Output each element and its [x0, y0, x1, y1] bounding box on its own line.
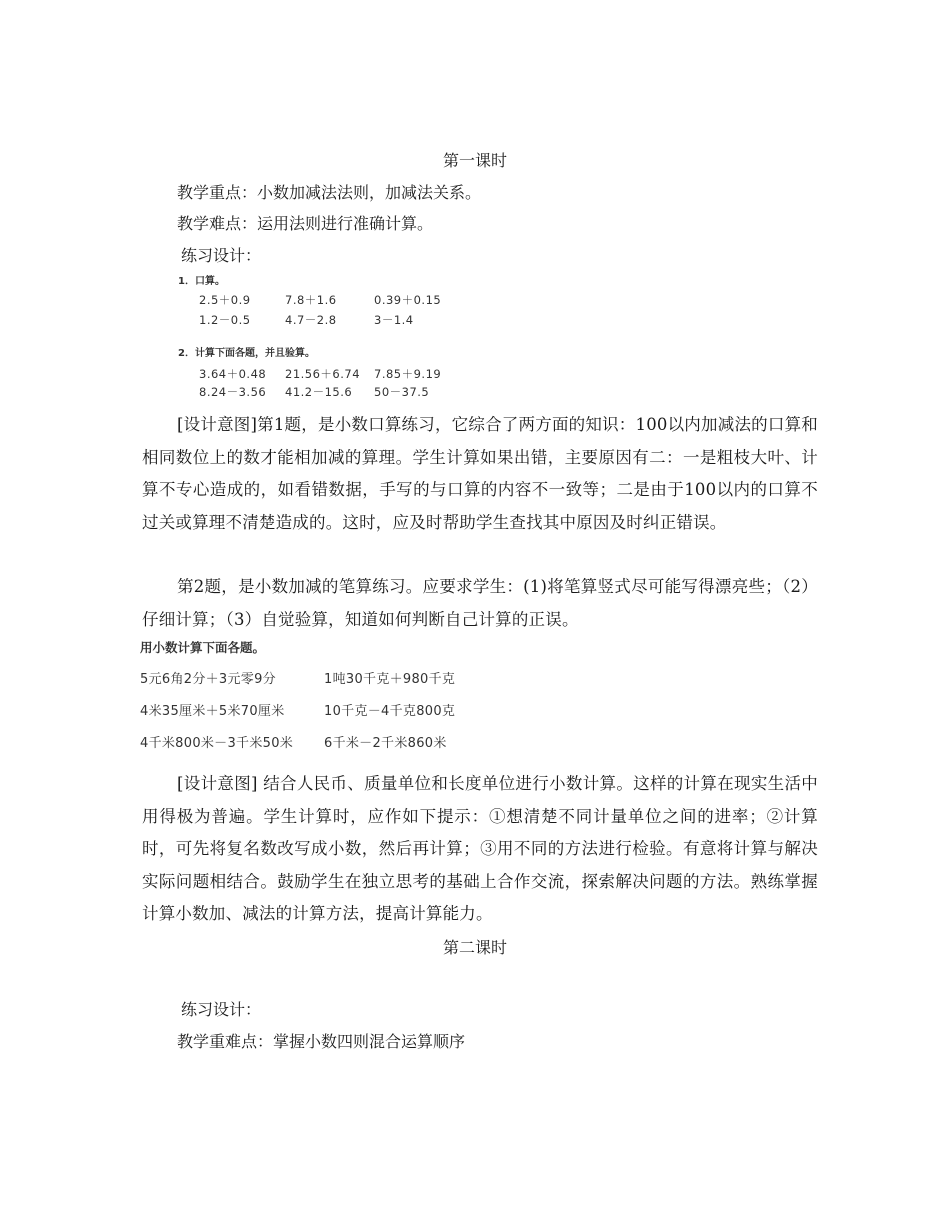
lesson1-focus: 教学重点：小数加减法法则，加减法关系。 [177, 183, 482, 202]
exercise2-cell: 6千米－2千米860米 [324, 736, 447, 751]
q2-cell: 7.85＋9.19 [374, 367, 442, 381]
lesson2-title: 第二课时 [442, 938, 507, 957]
lesson2-focus: 教学重难点：掌握小数四则混合运算顺序 [177, 1032, 466, 1051]
lesson2-practice-label: 练习设计： [181, 1000, 262, 1019]
q2-cell: 3.64＋0.48 [199, 367, 267, 381]
exercise2-cell: 4米35厘米＋5米70厘米 [140, 704, 285, 719]
q2-cell: 50－37.5 [374, 385, 430, 399]
exercise2-cell: 5元6角2分＋3元零9分 [140, 672, 276, 687]
design-intent-1: [设计意图]第1题，是小数口算练习，它综合了两方面的知识：100以内加减法的口算和相同数位上的数才能相加减的算理。学生计算如果出错，主要原因有二：一是粗枝大叶、计算不专心造成的，如看错数据，手写的与口算的内容不一致等；二是由于100以内的口算不过关或算理不清楚造成的。这时，应及时帮助学生查找其中原因及时纠正错误。 [142, 415, 818, 532]
exercise-image-1 [178, 272, 458, 402]
q2-cell: 41.2－15.6 [285, 385, 353, 399]
q1-heading: 1．口算。 [178, 276, 225, 287]
exercise2-cell: 10千克－4千克800克 [324, 704, 456, 719]
q2-cell: 8.24－3.56 [199, 385, 267, 399]
exercise-image-2 [140, 638, 470, 753]
exercise2-cell: 1吨30千克＋980千克 [324, 672, 456, 687]
design-intent-2: 第2题，是小数加减的笔算练习。应要求学生：(1)将笔算竖式尽可能写得漂亮些；（2）仔细计算；（3）自觉验算，知道如何判断自己计算的正误。 [142, 577, 818, 629]
q1-cell: 0.39＋0.15 [374, 293, 442, 307]
lesson1-title: 第一课时 [442, 151, 507, 170]
q2-cell: 21.56＋6.74 [285, 367, 361, 381]
design-intent-3: [设计意图] 结合人民币、质量单位和长度单位进行小数计算。这样的计算在现实生活中用得极为普遍。学生计算时，应作如下提示：①想清楚不同计量单位之间的进率；②计算时，可先将复名数改写成小数，然后再计算；③用不同的方法进行检验。有意将计算与解决实际问题相结合。鼓励学生在独立思考的基础上合作交流，探索解决问题的方法。熟练掌握计算小数加、减法的计算方法，提高计算能力。 [142, 774, 818, 923]
q1-cell: 7.8＋1.6 [285, 293, 337, 307]
q1-cell: 1.2－0.5 [199, 313, 251, 327]
q1-cell: 2.5＋0.9 [199, 293, 251, 307]
q1-cell: 4.7－2.8 [285, 313, 337, 327]
q1-cell: 3－1.4 [374, 313, 414, 327]
exercise2-cell: 4千米800米－3千米50米 [140, 736, 294, 751]
q2-heading: 2．计算下面各题，并且验算。 [178, 348, 315, 359]
lesson1-practice-label: 练习设计： [181, 246, 262, 265]
exercise2-heading: 用小数计算下面各题。 [140, 640, 266, 655]
lesson1-difficulty: 教学难点：运用法则进行准确计算。 [177, 214, 434, 233]
